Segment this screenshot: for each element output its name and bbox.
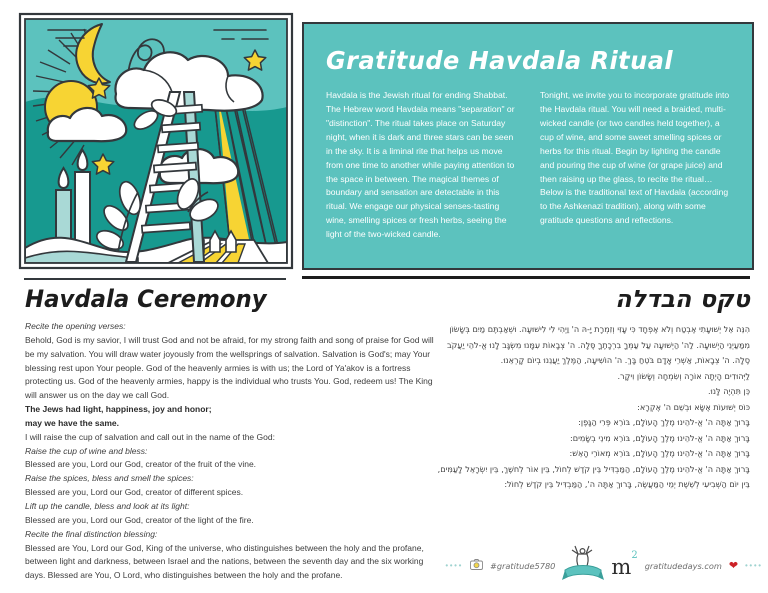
panel-column-right [540,89,732,242]
heart-icon: ❤ [728,559,739,572]
footer [0,543,768,593]
panel-title: Gratitude Havdala Ritual [326,46,674,75]
instagram-camera-icon[interactable] [470,557,483,575]
hebrew-line-5: בָּרוּךְ אַתָּה ה' אֱ-לֹהֵינוּ מֶלֶךְ הָעוֹלָם, בּוֹרֵא מִינֵי בְשָׂמִים: [570,432,750,443]
gratitude-ritual-panel [302,22,754,270]
english-line-12: Blessed are You, Lord our God, King of the universe, who distinguishes between the holy and the profane, between light and darkness, between Israel and the nations, between the seventh day and the six working days. Blessed are You, O Lord, who distinguishes between the holy and the profane. [25,542,424,581]
english-line-10: Blessed are you, Lord our God, creator of the light of the fire. [25,514,254,525]
english-line-11: Recite the final distinction blessing: [25,528,158,539]
footer-inner [445,543,763,589]
footer-dots-left: •••• [445,561,463,570]
english-title: Havdala Ceremony [25,285,267,313]
hebrew-line-3: כּוֹס יְשׁוּעוֹת אֶשָּׂא וּבְשֵׁם ה' אֶקְרָא: [637,401,750,412]
panel-columns [326,89,732,242]
hebrew-line-7: בָּרוּךְ אַתָּה ה' אֱ-לֹהֵינוּ מֶלֶךְ הָעוֹלָם, הַמַּבְדִּיל בֵּין קֹדֶשׁ לְחוֹל, בֵּין אוֹר לְחשֶׁךְ, בֵּין יִשְׂרָאֵל לָעַמִּים, בֵּין יוֹם הַשְּׁבִיעִי לְשֵׁשֶׁת יְמֵי הַמַּעֲשֶׂה, בָּרוּךְ אַתָּה ה', הַמַּבְדִּיל בֵּין קֹדֶשׁ לְחוֹל: [437,463,750,490]
top-section [0,0,768,278]
english-line-1: Behold, God is my savior, I will trust God and not be afraid, for my strong faith and song of praise for God will be my salvation. You will draw water joyously from the wellsprings of salvation. Salvation is God's; may Your blessing rest upon Your people. God of the heavenly armies is with us; the Lord of Ya'akov is a fortress protecting us. God of the heavenly armies, happy is the individual who trusts You. God, redeem us! The King will answer us on the day we call God. [25,334,434,401]
english-line-3: may we have the same. [25,417,120,428]
hebrew-line-2: כֵּן תִּהְיֶה לָּנוּ. [708,386,750,397]
instagram-handle[interactable]: #gratitude5780 [489,561,556,571]
english-ceremony-column [25,281,435,583]
hebrew-line-1: לַיְּהוּדִים הָיְתָה אוֹרָה וְשִׂמְחָה וְשָׂשׂוֹן וִיקָר. [617,370,750,381]
deer-banner-emblem-icon [562,542,604,591]
english-line-6: Blessed are you, Lord our God, creator of the fruit of the vine. [25,459,257,470]
english-line-0: Recite the opening verses: [25,321,126,331]
hebrew-line-0: הִנֵּה אֵל יְשׁוּעָתִי אֶבְטַח וְלֹא אֶפְחָד כִּי עָזִּי וְזִמְרָת יָ-הּ ה' וַיְהִי לִי לִישׁוּעָה. וּשְׁאַבְתֶּם מַיִם בְּשָׂשׂוֹן מִמַּעַיְנֵי הַיְשׁוּעָה. לַה' הַיְשׁוּעָה עַל עַמְּךָ בִרְכָתֶךָ סֶּלָה. ה' צְבָאוֹת עִמָּנוּ מִשְׂגָּב לָנוּ אֱ-לֹהֵי יַעֲקֹב סֶלָה. ה' צְבָאוֹת, אַשְׁרֵי אָדָם בֹּטֵחַ בָּךְ. ה' הוֹשִׁיעָה, הַמֶּלֶךְ יַעֲנֵנוּ בְיוֹם קָרְאֵנוּ. [446,324,750,366]
english-line-5: Raise the cup of wine and bless: [25,445,148,456]
panel-text-left: Havdala is the Jewish ritual for ending Shabbat. The Hebrew word Havdala means "separation" or "distinction". The ritual takes place on Saturday night, when it is dark and three stars can be seen in the sky. It is a liminal rite that helps us move from one time to another while paying attention to the space in between. The magical themes of boundary and sensation are detectable in this ritual. We engage our physical senses-tasting wine, smelling spices or fresh herbs, seeing the light of the two-wicked candle. [326,90,515,240]
panel-column-left [326,89,518,242]
havdala-illustration [18,12,294,270]
english-line-2: The Jews had light, happiness, joy and honor; [25,404,212,415]
english-line-9: Lift up the candle, bless and look at its light: [25,500,190,511]
hebrew-title: טקס הבדלה [615,285,750,313]
divider-left [24,278,286,280]
hebrew-ceremony-text [432,322,750,493]
english-line-8: Blessed are you, Lord our God, creator of different spices. [25,487,244,498]
english-line-7: Raise the spices, bless and smell the spices: [25,473,194,484]
hebrew-line-4: בָּרוּךְ אַתָּה ה' אֱ-לֹהֵינוּ מֶלֶךְ הָעוֹלָם, בּוֹרֵא פְּרִי הַגָּפֶן: [578,417,750,428]
site-url[interactable]: gratitudedays.com [644,561,722,571]
panel-text-right: Tonight, we invite you to incorporate gratitude into the Havdala ritual. You will need a braided, multi-wicked candle (or two candles held together), a cup of wine, and some sweet smelling spices or herbs for this ritual. Begin by lighting the candle and pouring the cup of wine (or grape juice) and then raising up the glass, to recite the ritual… Below is the traditional text of Havdala (according to the Ashkenazi tradition), along with some gratitude questions and reflections. [540,90,730,226]
hebrew-line-6: בָּרוּךְ אַתָּה ה' אֱ-לֹהֵינוּ מֶלֶךְ הָעוֹלָם, בּוֹרֵא מְאוֹרֵי הָאֵשׁ: [569,448,750,459]
hebrew-ceremony-column [432,281,750,493]
divider-right [302,276,750,279]
english-line-4: I will raise the cup of salvation and call out in the name of the God: [25,431,275,442]
footer-dots-right: •••• [745,561,763,570]
m2-brand-logo: $m^2$ [611,550,638,579]
